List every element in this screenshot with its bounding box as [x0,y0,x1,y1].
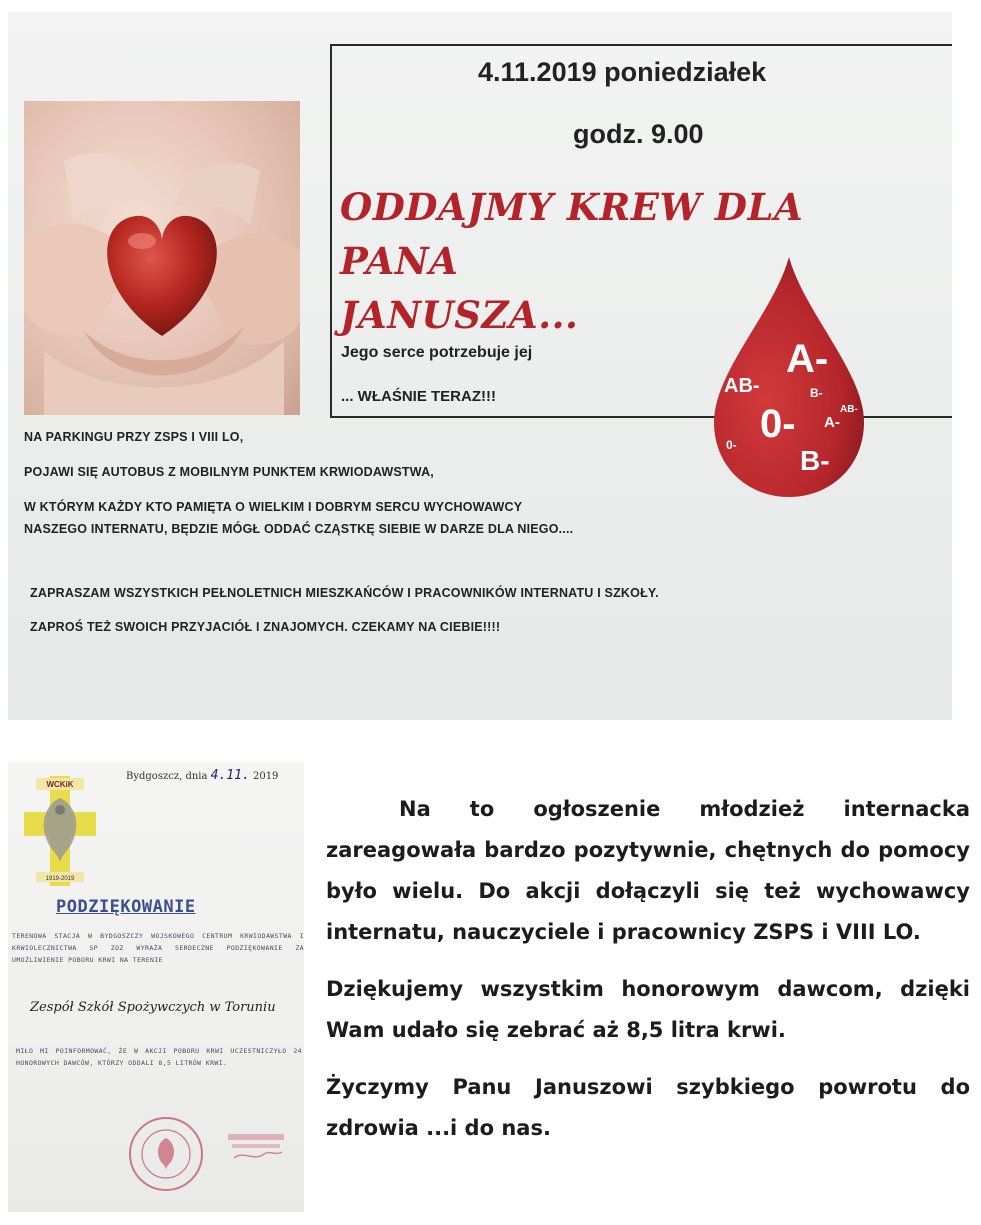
poster-line-5: ZAPRASZAM WSZYSTKICH PEŁNOLETNICH MIESZKAŃCÓW I PRACOWNIKÓW INTERNATU I SZKOŁY. [30,586,659,600]
logo-bottom-text: 1919-2019 [45,876,75,882]
article-paragraph-1: Na to ogłoszenie młodzież internacka zareagowała bardzo pozytywnie, chętnych do pomocy było wielu. Do akcji dołączyli się też wychowawcy internatu, nauczyciele i pracownicy ZSPS i VIII LO. [326,797,970,944]
blood-type-a-neg-small: A- [824,414,840,431]
poster-line-1: NA PARKINGU PRZY ZSPS I VIII LO, [24,430,244,444]
blood-type-0-neg-small: 0- [726,438,737,452]
blood-drive-poster-photo [8,12,952,720]
military-blood-center-logo [24,776,96,886]
certificate-body-2: MIŁO MI POINFORMOWAĆ, ŻE W AKCJI POBORU KRWI UCZESTNICZYŁO 24 HONOROWYCH DAWCÓW, KTÓRZY ODDALI 8,5 LITRÓW KRWI. [16,1047,302,1067]
article-paragraph-3: Życzymy Panu Januszowi szybkiego powrotu do zdrowia ...i do nas. [326,1075,970,1140]
signature-stamp-icon [226,1130,286,1166]
certificate-date-line [126,768,278,783]
poster-line-2: POJAWI SIĘ AUTOBUS Z MOBILNYM PUNKTEM KRWIODAWSTWA, [24,465,434,479]
headline-line-1: ODDAJMY KREW DLA PANA [340,185,804,283]
poster-line-4: NASZEGO INTERNATU, BĘDZIE MÓGŁ ODDAĆ CZĄSTKĘ SIEBIE W DARZE DLA NIEGO.... [24,522,574,536]
right-now-text: ... WŁAŚNIE TERAZ!!! [341,388,496,405]
blood-type-0-neg: 0- [760,402,796,446]
city-label: Bydgoszcz, dnia [126,771,208,782]
blood-type-a-neg: A- [786,337,829,381]
heart-needs-text: Jego serce potrzebuje jej [341,344,533,361]
official-stamp-icon [126,1114,206,1194]
event-date: 4.11.2019 poniedziałek [478,57,767,87]
blood-type-ab-neg: AB- [724,375,760,397]
blood-type-ab-neg-small: AB- [840,404,858,415]
hands-holding-heart-image [24,101,300,415]
event-time: godz. 9.00 [573,119,704,149]
blood-drop-graphic [704,252,874,502]
blood-type-b-neg: B- [800,445,830,476]
logo-top-text: WCKiK [46,780,74,789]
certificate-title: PODZIĘKOWANIE [56,897,196,917]
poster-line-6: ZAPROŚ TEŻ SWOICH PRZYJACIÓŁ I ZNAJOMYCH. CZEKAMY NA CIEBIE!!!! [30,620,501,634]
certificate-body-1: TERENOWA STACJA W BYDGOSZCZY WOJSKOWEGO CENTRUM KRWIODAWSTWA I KRWIOLECZNICTWA SP ZOZ WYRAŻA SERDECZNE PODZIĘKOWANIE ZA UMOŻLIWIENIE POBORU KRWI NA TERENIE [12,932,304,964]
poster-line-3: W KTÓRYM KAŻDY KTO PAMIĘTA O WIELKIM I DOBRYM SERCU WYCHOWAWCY [24,500,523,514]
thank-you-certificate-photo [8,762,304,1212]
headline-line-2: JANUSZA... [340,293,579,337]
article-text [326,789,970,1149]
handwritten-date: 4.11. [210,768,250,783]
certificate-year: 2019 [252,771,279,782]
article-paragraph-2: Dziękujemy wszystkim honorowym dawcom, dzięki Wam udało się zebrać aż 8,5 litra krwi. [326,977,970,1042]
handwritten-school-name: Zespół Szkół Spożywczych w Toruniu [30,1000,276,1015]
blood-type-b-neg-small: B- [810,386,823,400]
